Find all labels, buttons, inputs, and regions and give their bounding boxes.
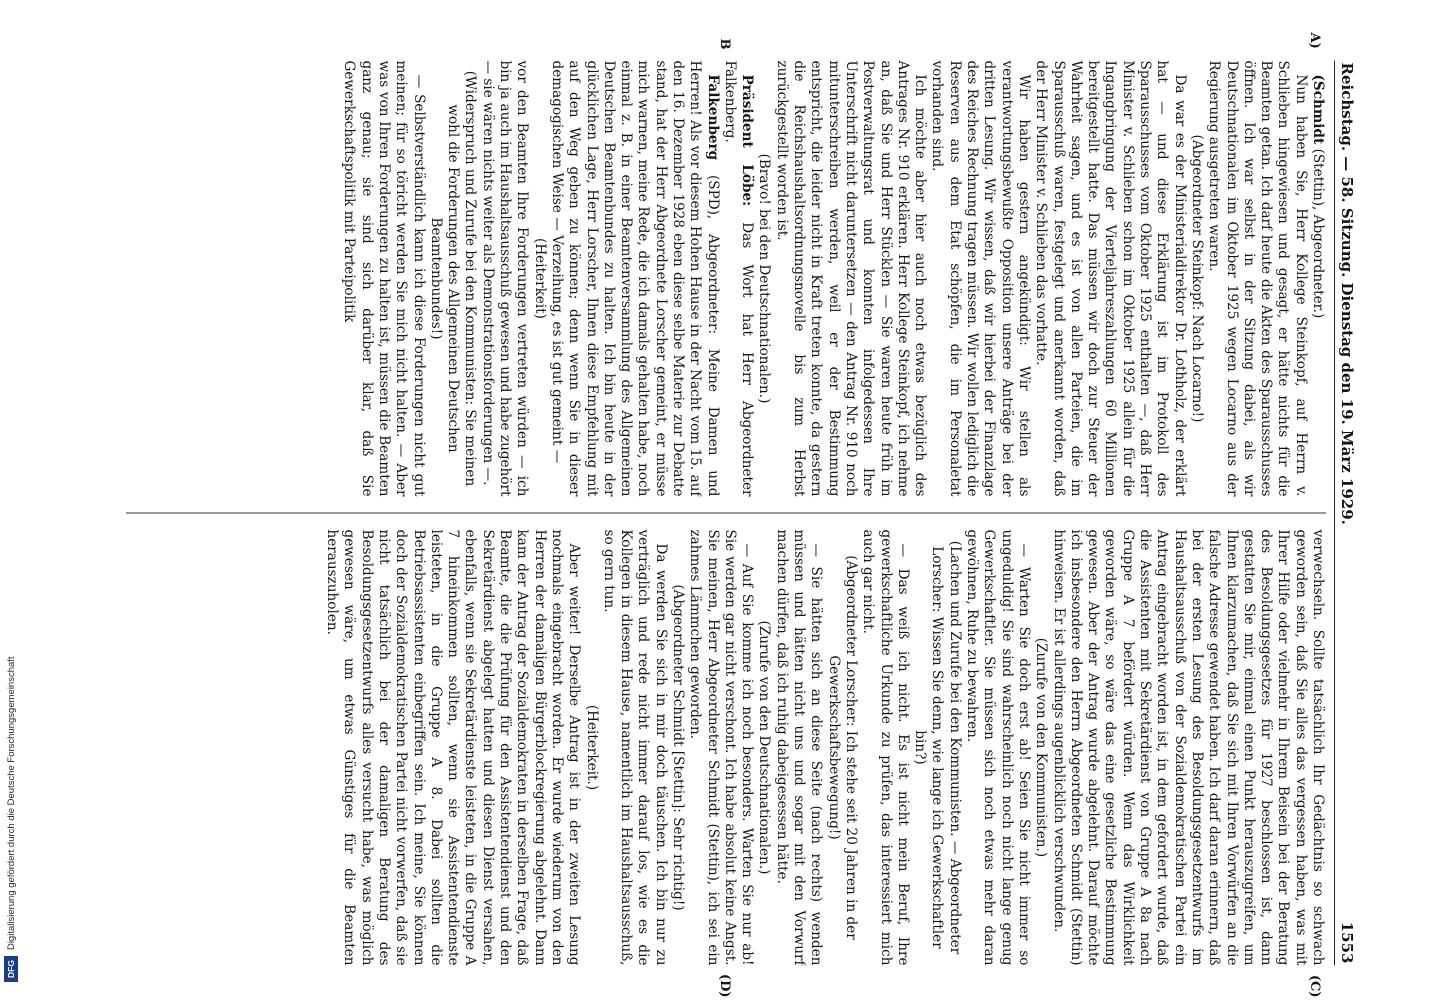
interjection: (Heiterkeit.) <box>583 704 600 790</box>
paragraph: Ich möchte aber hier auch noch etwas bezüglich des Antrages Nr. 910 erklären. Herr Kollege Steinkopf, ich nehme an, daß Sie und Herr Stücklen — Sie waren heute früh im Postverwaltungsrat und konnten infolgedessen Ihre Unterschrift nicht daruntersetzen — den Antrag Nr. 910 noch mitunterschreiben werden, weil er der Bestimmung entspricht, die leider nicht in Kraft treten konnte, da gestern die Reichshaushaltsordnungsnovelle bis zum Herbst zurückgestellt worden ist. <box>773 60 929 496</box>
speaker-paragraph <box>1309 60 1326 496</box>
left-column <box>112 60 1326 496</box>
speaker-name: (Schmidt <box>1310 74 1326 144</box>
speech-text: (SPD), Abgeordneter: Meine Damen und Herren! Als vor diesem Hohen Hause in der Nacht vom 15. auf den 16. Dezember 1928 eben diese selbe Materie zur Debatte stand, hat der Herr Abgeordnete Lorscher gemeint, er müsse mich warnen, meine Rede, die ich damals gehalten habe, noch einmal z. B. in einer Beamtenversammlung des Allgemeinen Deutschen Beamtenbundes zu halten. Ich bin heute in der glücklichen Lage, Herr Lorscher, Ihnen diese Empfehlung mit auf den Weg geben zu können; denn wenn Sie in dieser demagogischen Weise — Verzeihung, es ist gut gemeint — <box>548 60 721 496</box>
interjection: (Abgeordneter Steinkopf: Nach Locarno!) <box>1188 134 1205 422</box>
interjection: (Abgeordneter Schmidt [Stettin]: Sehr richtig!) <box>670 583 687 911</box>
dfg-logo: DFG <box>4 956 18 982</box>
paragraph: Da werden Sie sich in mir doch täuschen. Ich bin nur zu verträglich und rede nicht immer darauf los, wie es die Kollegen in diesem Hause, namentlich im Haushaltsausschuß, so gern tun. <box>600 529 669 965</box>
margin-mark-b: B <box>717 38 732 49</box>
paragraph: Aber weiter! Derselbe Antrag ist in der zweiten Lesung nochmals eingebracht worden. Er wurde wiederum von den Herren der damaligen Bürgerblockregierung abgelehnt. Dann kam der Antrag der Sozialdemokraten in derselben Frage, daß Beamte, die die Prüfung für den Assistentendienst und den Sekretärdienst abgelegt hatten und diesen Dienst versahen, ebenfalls, wenn sie Sekretärdienste leisteten, in die Gruppe A 7 hineinkommen sollten, wenn sie Assistentendienste leisteten, in die Gruppe A 8. Dabei sollten die Betriebsassistenten einbegriffen sein. Ich meine, Sie können doch der Sozialdemokratischen Partei nicht vorwerfen, daß sie nicht tatsächlich bei der damaligen Beratung des Besoldungsgesetzentwurfs alles versucht habe, was möglich gewesen wäre, um etwas Günstiges für die Beamten herauszuholen. <box>324 529 583 965</box>
interjection: (Abgeordneter Lorscher: Ich stehe seit 20 Jahren in der Gewerkschaftsbewegung!) <box>825 554 859 940</box>
speaker-paragraph <box>721 60 756 496</box>
speaker-paragraph <box>548 60 721 496</box>
rotated-page <box>112 32 1362 997</box>
page-number: 1553 <box>1338 921 1356 963</box>
interjection: (Bravo! bei den Deutschnationalen.) <box>756 153 773 403</box>
paragraph: — Das weiß ich nicht. Es ist nicht mein Beruf, Ihre gewerkschaftliche Urkunde zu prüfen, das interessiert mich auch gar nicht. <box>860 529 911 965</box>
speaker-name: Präsident Löbe: <box>739 74 756 206</box>
interjection: (Widerspruch und Zurufe bei den Kommunisten: Sie meinen wohl die Forderungen des Allgemeinen Deutschen Beamtenbundes!) <box>427 70 479 486</box>
speaker-name: Falkenberg <box>704 74 721 160</box>
digitization-credit <box>0 0 22 1000</box>
margin-mark-c: (C) <box>1307 974 1322 997</box>
speech-text: Das Wort hat Herr Abgeordneter Falkenberg. <box>721 60 756 496</box>
paragraph: — Sie hätten sich an diese Seite (nach rechts) wenden müssen und hätten nicht uns und sogar mit den Vorwurf machen dürfen, daß ich ruhig dabeigesessen hätte. <box>773 529 825 965</box>
speech-text: (Stettin), Abgeordneter.) <box>1310 143 1326 318</box>
paragraph: vor den Beamten Ihre Forderungen vertreten würden — ich bin ja auch im Haushaltsausschuß gewesen und habe zugehört — sie wären nichts weiter als Demonstrationsforderungen —. <box>479 60 531 496</box>
right-column <box>112 529 1326 965</box>
credit-text: Digitalisierung gefördert durch die Deutsche Forschungsgemeinschaft <box>5 656 17 951</box>
interjection: (Heiterkeit) <box>531 237 548 319</box>
paragraph: Da war es der Ministerialdirektor Dr. Lothholz, der erklärt hat — und diese Erklärung ist im Protokoll des Sparausschusses vom Oktober 1925 enthalten —, daß Herr Minister v. Schlieben schon im Oktober 1925 allein für die Ingangbringung der Vierteljahreszahlungen 60 Millionen bereitgestellt hatte. Das müssen wir doch zur Steuer der Wahrheit sagen, und es ist von allen Parteien, die im Sparausschuß waren, festgelegt und anerkannt worden, daß der Herr Minister v. Schlieben das vorhatte. <box>1033 60 1188 496</box>
paragraph: — Auf Sie komme ich noch besonders. Warten Sie nur ab! Sie werden gar nicht verschont. Ich habe absolut keine Angst. Sie meinen, Herr Abgeordneter Schmidt (Stettin), ich sei ein zahmes Lämmchen geworden. <box>687 529 756 965</box>
column-divider <box>126 512 1326 513</box>
margin-mark-a: A) <box>1307 32 1322 49</box>
paragraph: Nun haben Sie, Herr Kollege Steinkopf, auf Herrn v. Schlieben hingewiesen und gesagt, er hätte nichts für die Beamten getan. Ich darf heute die Akten des Sparausschusses öffnen. Ich war selbst in der Sitzung dabei, als wir Deutschnationalen im Oktober 1925 wegen Locarno aus der Regierung ausgetreten waren. <box>1206 60 1309 496</box>
paragraph: verwechseln. Sollte tatsächlich Ihr Gedächtnis so schwach geworden sein, daß Sie alles das vergessen haben, was mit Ihrer Hilfe oder vielmehr in Ihrem Beisein bei der Beratung des Besoldungsgesetzes für 1927 beschlossen ist, dann gestatten Sie mir, einmal einen Punkt herauszugreifen, um Ihnen klarzumachen, daß Sie sich mit Ihren Vorwürfen an die falsche Adresse gewendet haben. Ich darf daran erinnern, daß bei der ersten Lesung des Besoldungsgesetzentwurfs im Haushaltsausschuß von der Sozialdemokratischen Partei ein Antrag eingebracht worden ist, in dem gefordert wurde, daß die Assistenten mit Sekretärdienst von Gruppe A 8a nach Gruppe A 7 befördert würden. Wenn das Wirklichkeit geworden wäre, so wäre das eine gesetzliche Bestimmung gewesen. Aber der Antrag wurde abgelehnt. Darauf möchte ich insbesondere den Herrn Abgeordneten Schmidt (Stettin) hinweisen. Er ist allerdings augenblicklich verschwunden. <box>1050 529 1326 965</box>
paragraph: — Warten Sie doch erst ab! Seien Sie nicht immer so ungeduldig! Sie sind wahrscheinlich noch nicht lange genug Gewerkschaftler. Sie müssen sich noch etwas mehr daran gewöhnen, Ruhe zu bewahren. <box>964 529 1032 965</box>
paragraph: Wir haben gestern angekündigt: Wir stellen als verantwortungsbewußte Opposition unsere Anträge bei der dritten Lesung. Wir wissen, daß wir hierbei der Finanzlage des Reiches Rechnung tragen müssen. Wir wollen lediglich die Reserven aus dem Etat schöpfen, die im Personaletat vorhanden sind. <box>929 60 1032 496</box>
interjection: (Zurufe von den Deutschnationalen.) <box>756 620 773 874</box>
interjection: (Zurufe von den Kommunisten.) <box>1033 637 1050 857</box>
page-header <box>1334 60 1362 965</box>
paragraph: — Selbstverständlich kann ich diese Forderungen nicht gut meinen; für so töricht werden Sie mich nicht halten. — Aber was von Ihren Forderungen zu halten ist, müssen die Beamten ganz genau; sie sind sich darüber klar, daß Sie Gewerkschaftspolitik mit Parteipolitik <box>341 60 427 496</box>
interjection: (Lachen und Zurufe bei den Kommunisten. — Abgeordneter Lorscher: Wissen Sie denn, wie lange ich Gewerkschaftler bin?) <box>912 540 963 954</box>
scanned-page <box>112 32 1362 997</box>
running-title: Reichstag. — 58. Sitzung. Dienstag den 19. März 1929. <box>1338 62 1356 525</box>
margin-mark-d: (D) <box>717 973 732 997</box>
